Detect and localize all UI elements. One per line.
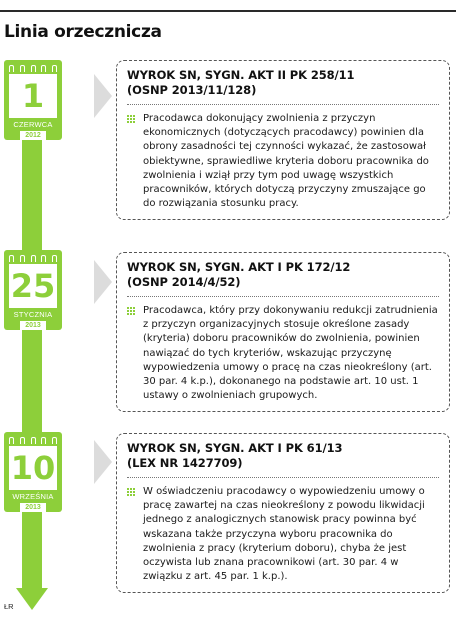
page-title: Linia orzecznicza [4,22,162,42]
calendar-rings [9,437,57,444]
pointer-arrow-3 [94,440,112,484]
ruling-card-3 [116,433,450,593]
ruling-heading: WYROK SN, SYGN. AKT I PK 61/13 [127,441,343,455]
calendar-page [9,446,57,490]
ruling-heading: WYROK SN, SYGN. AKT I PK 172/12 [127,260,351,274]
author-credit: ŁR [4,602,14,611]
ruling-body: Pracodawca, który przy dokonywaniu redukcji zatrudnienia z przyczyn organizacyjnych stosuje określone zasady (kryteria) doboru pracowników do zwolnienia, powinien nawiązać do tych kryteriów, wskazując przyczynę wypowiedzenia umowy o pracę na czas nieokreślony (art. 30 par. 4 k.p.), dokonanego na podstawie art. 10 ust. 1 ustawy o zwolnieniach grupowych. [143,305,438,402]
dot-grid-icon [127,307,136,316]
calendar-page [9,74,57,118]
calendar-year: 2013 [20,321,46,330]
card-divider [127,477,439,478]
ruling-text [127,112,439,211]
card-divider [127,296,439,297]
calendar-day: 1 [21,77,45,115]
pointer-arrow-2 [94,260,112,304]
ruling-source: (OSNP 2014/4/52) [127,275,241,289]
calendar-day: 10 [10,449,56,487]
pointer-arrow-1 [94,74,112,118]
timeline-trunk [22,92,42,592]
dot-grid-icon [127,115,136,124]
ruling-text [127,485,439,584]
dot-grid-icon [127,488,136,497]
calendar-year: 2012 [20,131,46,140]
calendar-page [9,264,57,308]
calendar-badge-2 [4,250,62,330]
calendar-month: CZERWCA [13,120,53,129]
ruling-card-2 [116,252,450,412]
calendar-month: STYCZNIA [13,310,53,319]
ruling-body: W oświadczeniu pracodawcy o wypowiedzeniu umowy o pracę zawartej na czas nieokreślony z powodu likwidacji jednego z analogicznych stanowisk pracy powinna być wskazana także przyczyna wyboru pracownika do zwolnienia z pracy (kryterium doboru), chyba że jest oczywista lub znana pracownikowi (art. 30 par. 4 w związku z art. 45 par. 1 k.p.). [143,486,425,583]
calendar-badge-3 [4,432,62,512]
calendar-rings [9,65,57,72]
ruling-text [127,304,439,403]
top-rule [0,10,456,12]
ruling-heading: WYROK SN, SYGN. AKT II PK 258/11 [127,68,355,82]
ruling-body: Pracodawca dokonujący zwolnienia z przyczyn ekonomicznych (dotyczących pracodawcy) powinien dla obrony zasadności tej czynności wykazać, że zastosował obiektywne, sprawiedliwe kryteria doboru pracownika do zwolnienia i wziął przy tym pod uwagę wszystkich pracowników, których dotyczą przyczyny zmuszające go do rozwiązania stosunku pracy. [143,113,429,210]
calendar-day: 25 [10,267,56,305]
calendar-rings [9,255,57,262]
calendar-year: 2013 [20,503,46,512]
ruling-card-1 [116,60,450,220]
calendar-badge-1 [4,60,62,140]
card-divider [127,104,439,105]
timeline-arrow-head [16,588,48,610]
ruling-source: (LEX NR 1427709) [127,456,243,470]
calendar-month: WRZEŚNIA [12,492,54,501]
ruling-source: (OSNP 2013/11/128) [127,83,257,97]
